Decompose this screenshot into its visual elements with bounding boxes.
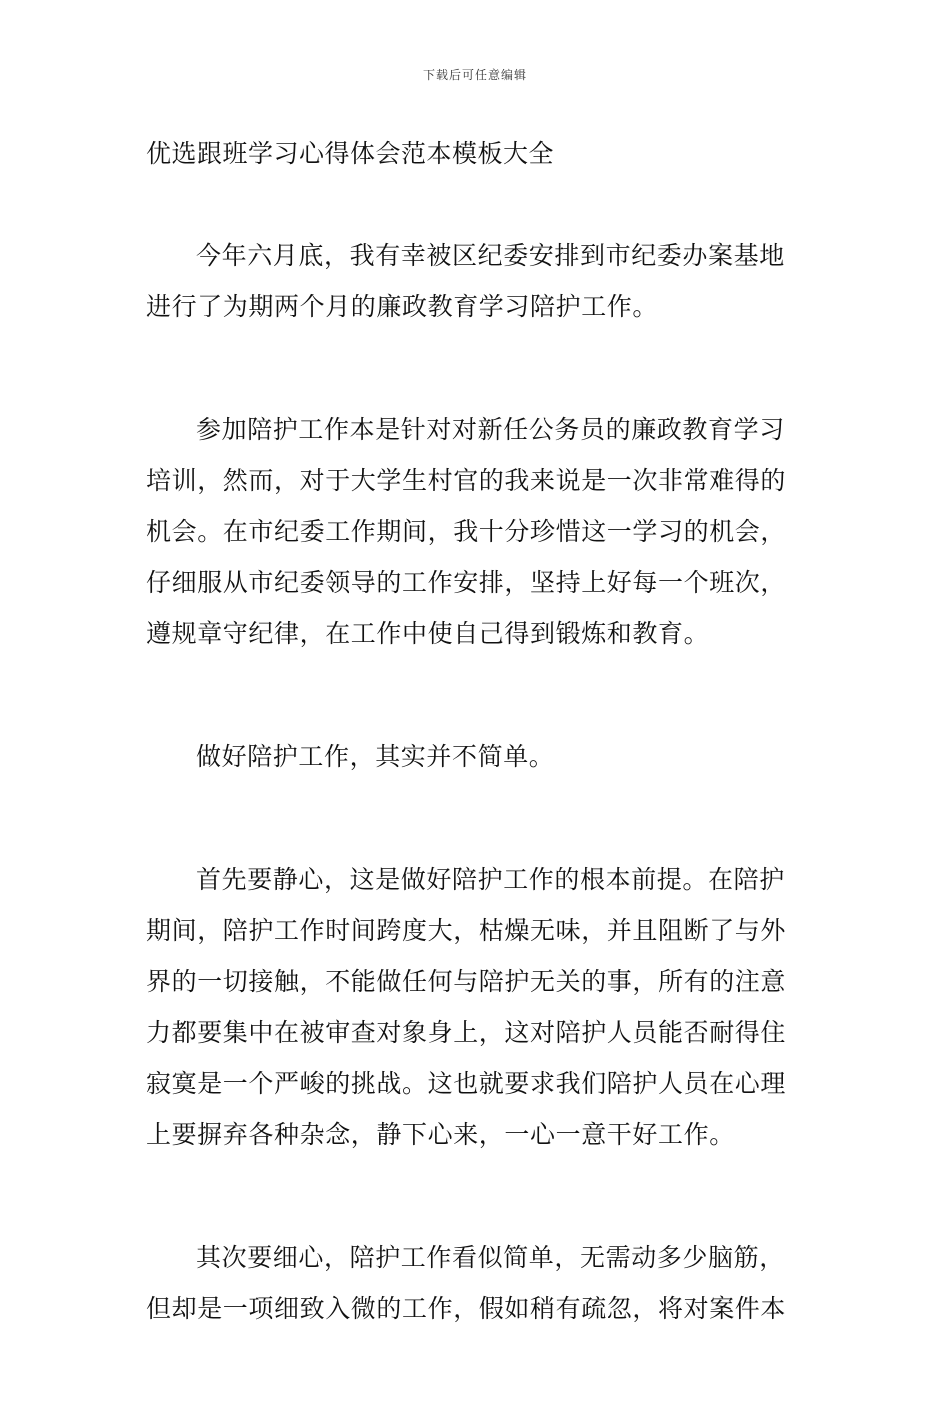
paragraph-3 xyxy=(146,731,806,782)
text-line: 力都要集中在被审查对象身上，这对陪护人员能否耐得住 xyxy=(146,1018,787,1047)
paragraph-1 xyxy=(146,230,806,332)
text-line: 参加陪护工作本是针对对新任公务员的廉政教育学习 xyxy=(196,415,785,444)
text-line: 上要摒弃各种杂念，静下心来，一心一意干好工作。 xyxy=(146,1120,735,1149)
text-line: 遵规章守纪律，在工作中使自己得到锻炼和教育。 xyxy=(146,619,710,648)
text-line: 首先要静心，这是做好陪护工作的根本前提。在陪护 xyxy=(196,865,785,894)
text-line: 但却是一项细致入微的工作，假如稍有疏忽，将对案件本 xyxy=(146,1294,787,1323)
text-line: 其次要细心，陪护工作看似简单，无需动多少脑筋， xyxy=(196,1243,785,1272)
text-line: 培训，然而，对于大学生村官的我来说是一次非常难得的 xyxy=(146,466,787,495)
text-line: 进行了为期两个月的廉政教育学习陪护工作。 xyxy=(146,292,659,321)
header-note: 下载后可任意编辑 xyxy=(422,68,527,82)
paragraph-4 xyxy=(146,854,806,1160)
text-line: 期间，陪护工作时间跨度大，枯燥无味，并且阻断了与外 xyxy=(146,916,787,945)
text-line: 今年六月底，我有幸被区纪委安排到市纪委办案基地 xyxy=(196,241,785,270)
text-line: 寂寞是一个严峻的挑战。这也就要求我们陪护人员在心理 xyxy=(146,1069,787,1098)
text-line: 仔细服从市纪委领导的工作安排，坚持上好每一个班次， xyxy=(146,568,787,597)
paragraph-2 xyxy=(146,404,806,659)
text-line: 做好陪护工作，其实并不简单。 xyxy=(196,742,555,771)
text-line: 界的一切接触，不能做任何与陪护无关的事，所有的注意 xyxy=(146,967,787,996)
document-body xyxy=(146,230,806,1406)
paragraph-5 xyxy=(146,1232,806,1334)
document-title: 优选跟班学习心得体会范本模板大全 xyxy=(146,139,555,168)
text-line: 机会。在市纪委工作期间，我十分珍惜这一学习的机会， xyxy=(146,517,787,546)
